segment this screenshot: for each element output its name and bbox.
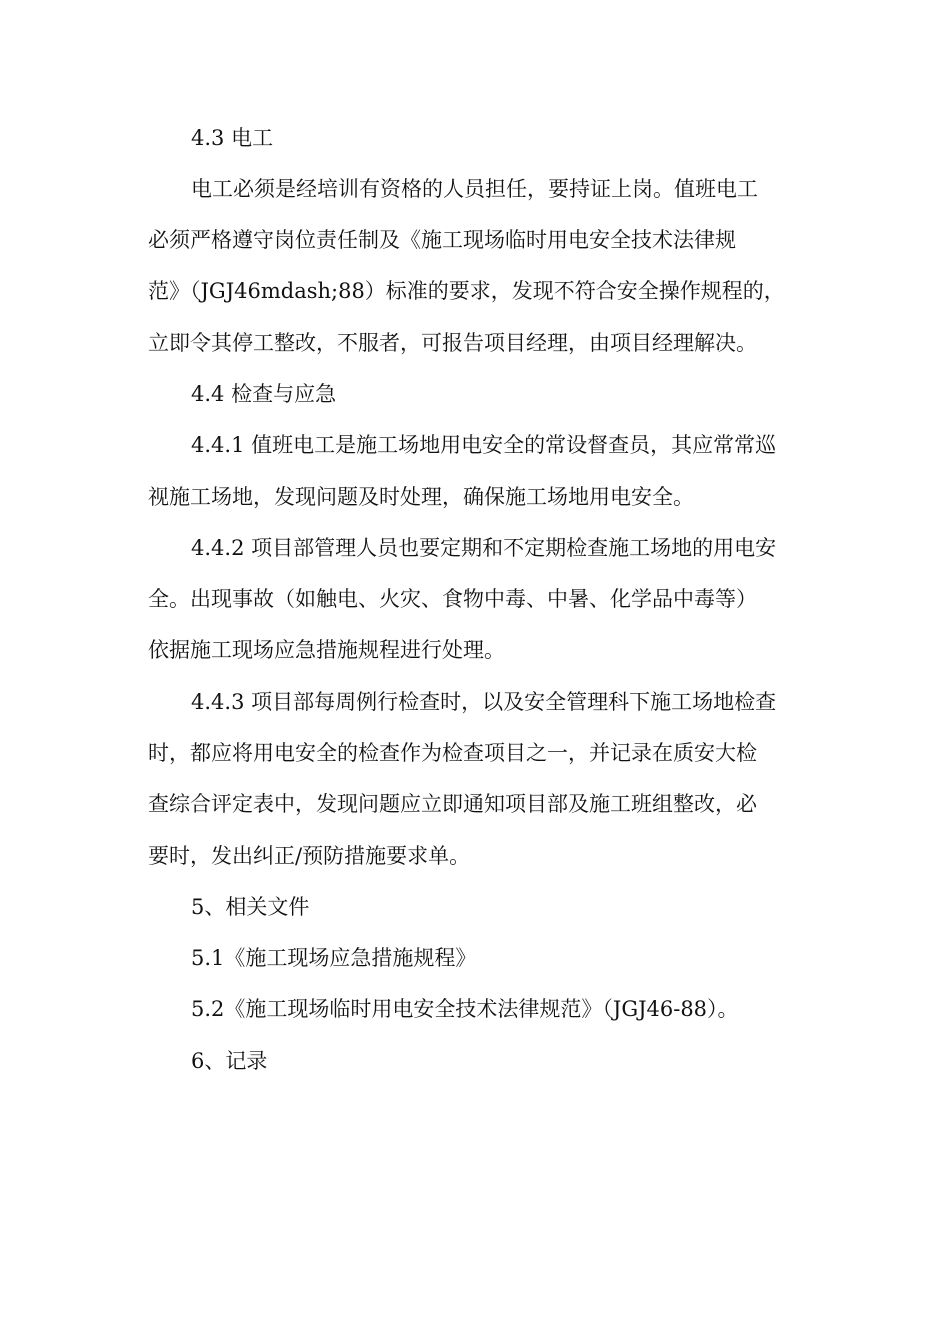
paragraph-line: 要时，发出纠正/预防措施要求单。	[148, 844, 471, 868]
paragraph-line: 查综合评定表中，发现问题应立即通知项目部及施工班组整改，必	[148, 792, 757, 816]
paragraph-line: 电工必须是经培训有资格的人员担任，要持证上岗。值班电工	[191, 177, 758, 201]
paragraph-line: 必须严格遵守岗位责任制及《施工现场临时用电安全技术法律规	[148, 228, 736, 252]
list-item: 5.2《施工现场临时用电安全技术法律规范》（JGJ46-88）。	[191, 997, 739, 1021]
paragraph-line: 4.4.1 值班电工是施工场地用电安全的常设督查员，其应常常巡	[191, 433, 777, 457]
heading-4-4: 4.4 检查与应急	[191, 382, 337, 406]
paragraph-line: 全。出现事故（如触电、火灾、食物中毒、中暑、化学品中毒等）	[148, 587, 757, 611]
paragraph-line: 范》（JGJ46mdash;88）标准的要求，发现不符合安全操作规程的，	[148, 279, 785, 303]
paragraph-line: 立即令其停工整改，不服者，可报告项目经理，由项目经理解决。	[148, 331, 757, 355]
paragraph-line: 依据施工现场应急措施规程进行处理。	[148, 638, 505, 662]
list-item: 5.1《施工现场应急措施规程》	[191, 946, 477, 970]
paragraph-line: 4.4.2 项目部管理人员也要定期和不定期检查施工场地的用电安	[191, 536, 777, 560]
paragraph-line: 视施工场地，发现问题及时处理，确保施工场地用电安全。	[148, 485, 694, 509]
paragraph-line: 时，都应将用电安全的检查作为检查项目之一，并记录在质安大检	[148, 741, 757, 765]
paragraph-line: 4.4.3 项目部每周例行检查时，以及安全管理科下施工场地检查	[191, 690, 777, 714]
heading-6: 6、记录	[191, 1049, 268, 1073]
heading-4-3: 4.3 电工	[191, 126, 274, 150]
heading-5: 5、相关文件	[191, 895, 310, 919]
